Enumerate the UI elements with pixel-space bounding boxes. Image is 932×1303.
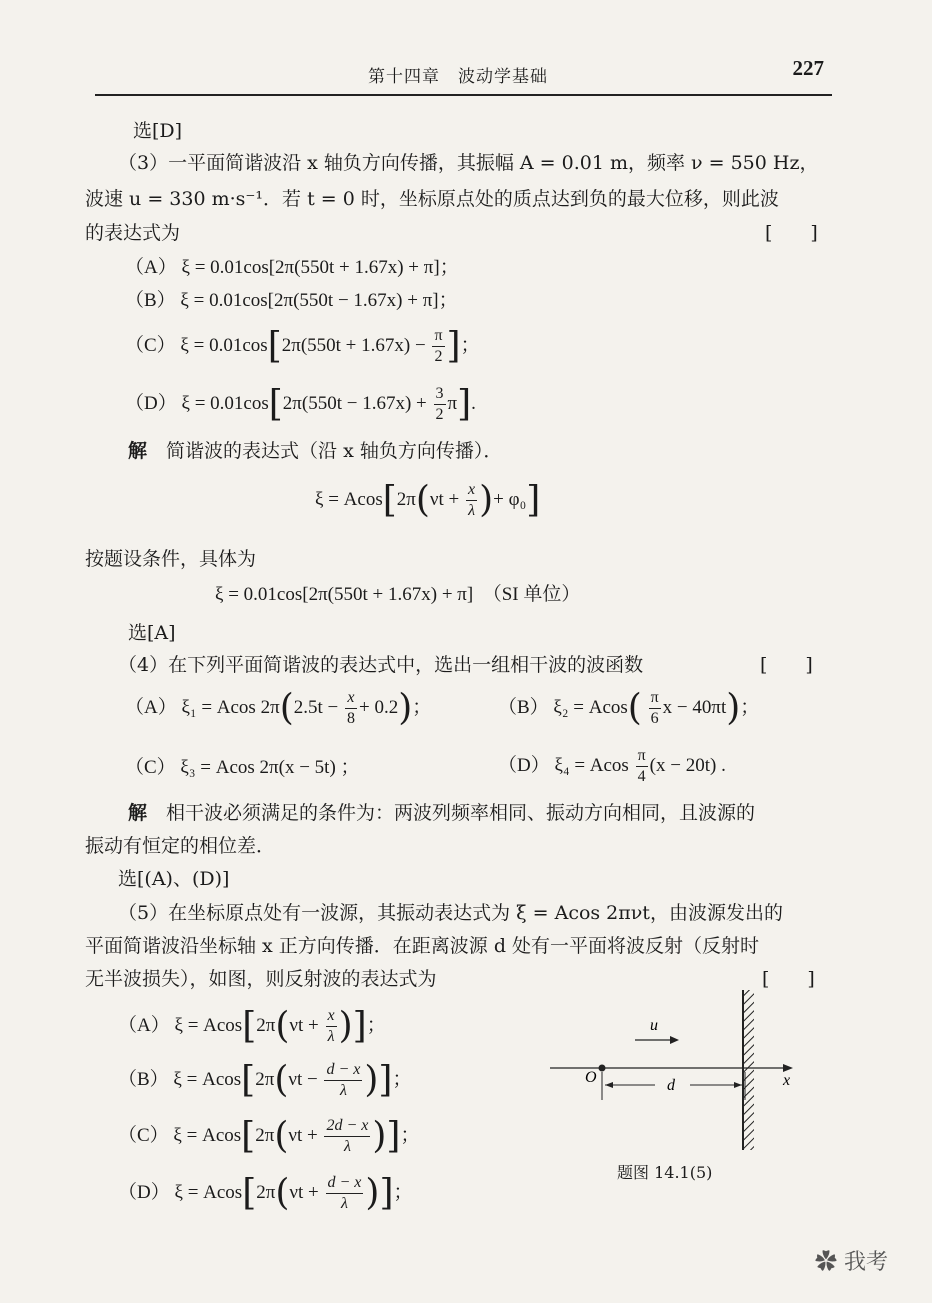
- formula-lhs: ξ = Acos: [315, 488, 383, 510]
- reflection-diagram: [545, 990, 815, 1180]
- two-pi: 2π: [255, 1068, 275, 1090]
- frac-den: λ: [339, 1082, 347, 1099]
- q4-option-a-tail: + 0.2: [358, 696, 399, 718]
- specific-formula: ξ = 0.01cos[2π(550t + 1.67x) + π] （SI 单位）: [215, 584, 581, 605]
- watermark: ✿ 我考: [815, 1250, 889, 1275]
- nu-t: νt +: [289, 1014, 319, 1036]
- q4-option-d-body: (x − 20t) .: [649, 754, 726, 776]
- frac-den: λ: [468, 502, 476, 519]
- chapter-title: [368, 62, 548, 87]
- frac-num: x: [345, 690, 357, 709]
- q4-option-d-prefix: （D） ξ₄ = Acos: [498, 754, 629, 776]
- two-pi: 2π: [256, 1014, 276, 1036]
- q5-prompt-1: （5）在坐标原点处有一波源，其振动表达式为 ξ = Acos 2πνt，由波源发出的: [118, 902, 783, 924]
- solution-label: 解: [128, 802, 148, 824]
- frac-num: x: [466, 482, 477, 501]
- q3-option-d-body: 2π(550t − 1.67x) +: [282, 392, 427, 414]
- general-wave-formula: ξ = Acos[2π(νt + $\frac{x}{\lambda}$ )+ φ₀]: [315, 479, 541, 521]
- q5-prompt-2: 平面简谐波沿坐标轴 x 正方向传播．在距离波源 d 处有一平面将波反射（反射时: [85, 935, 760, 957]
- q5-option-c-fraction: [324, 1118, 370, 1155]
- page-number: 227: [792, 56, 824, 80]
- q5-option-prefix: （C） ξ = Acos: [118, 1124, 242, 1146]
- frac-den: 4: [637, 768, 646, 785]
- q3-option-d-fraction: [434, 386, 446, 423]
- formula-phase: + φ₀: [493, 488, 527, 510]
- wall-hatching: [744, 990, 754, 1150]
- frac-num: π: [649, 690, 661, 709]
- frac-den: 6: [650, 710, 659, 727]
- q4-solution-1: [128, 800, 755, 826]
- q4-option-c: （C） ξ₃ = Acos 2π(x − 5t) ；: [125, 757, 360, 778]
- frac-num: x: [326, 1008, 337, 1027]
- q4-option-a: （A） ξ₁ = Acos 2π(2.5t − $\frac{x}{8}$ + 0.2)；: [125, 687, 432, 729]
- q4-option-a-prefix: （A） ξ₁ = Acos 2π: [125, 696, 280, 718]
- u-label: u: [650, 1017, 658, 1034]
- figure-caption: 题图 14.1(5): [617, 1163, 713, 1182]
- q4-prompt: （4）在下列平面简谐波的表达式中，选出一组相干波的波函数: [118, 654, 644, 676]
- two-pi: 2π: [255, 1124, 275, 1146]
- origin-point: [599, 1065, 606, 1072]
- q5-option-b: （B） ξ = Acos[2π(νt − $\frac{d - x}{\lambda}$ )]；: [118, 1059, 412, 1101]
- q4-option-d-fraction: [636, 748, 648, 785]
- frac-num: π: [636, 748, 648, 767]
- q5-option-d-fraction: [326, 1175, 364, 1212]
- chapter-number: 第十四章: [368, 67, 440, 87]
- nu-t: νt +: [288, 1124, 318, 1146]
- answer-q4: 选[(A)、(D)]: [118, 868, 230, 890]
- frac-den: 2: [435, 406, 444, 423]
- solution-text: 相干波必须满足的条件为：两波列频率相同、振动方向相同，且波源的: [166, 802, 756, 824]
- answer-q2: 选[D]: [133, 120, 183, 142]
- frac-den: λ: [327, 1028, 335, 1045]
- q5-answer-blank: [ ]: [762, 968, 815, 990]
- frac-num: d − x: [324, 1062, 362, 1081]
- frac-num: 2d − x: [324, 1118, 370, 1137]
- two-pi: 2π: [256, 1181, 276, 1203]
- q4-option-d: [498, 748, 726, 785]
- page-header: [95, 56, 832, 96]
- solution-text: 简谐波的表达式（沿 x 轴负方向传播）．: [166, 440, 503, 462]
- q3-option-c-fraction: [432, 328, 444, 365]
- q3-prompt-2: 波速 u = 330 m·s⁻¹．若 t = 0 时，坐标原点处的质点达到负的最大位移，则此波: [85, 188, 779, 210]
- nu-t: νt +: [289, 1181, 319, 1203]
- q4-option-b-body: x − 40πt: [662, 696, 727, 718]
- q4-option-b: （B） ξ₂ = Acos( $\frac{\pi}{6}$ x − 40πt)；: [498, 687, 760, 729]
- answer-q3: 选[A]: [128, 622, 176, 644]
- q4-option-a-body: 2.5t −: [293, 696, 339, 718]
- frac-num: d − x: [326, 1175, 364, 1194]
- q5-option-a: （A） ξ = Acos[2π(νt + $\frac{x}{\lambda}$ )]；: [118, 1005, 386, 1047]
- frac-den: 8: [346, 710, 355, 727]
- q4-answer-blank: [ ]: [760, 654, 813, 676]
- formula-2pi: 2π: [396, 488, 416, 510]
- frac-den: 2: [434, 348, 443, 365]
- formula-nut: νt +: [429, 488, 460, 510]
- origin-label: O: [585, 1069, 597, 1086]
- q3-option-b: （B） ξ = 0.01cos[2π(550t − 1.67x) + π]；: [125, 290, 458, 311]
- frac-num: 3: [434, 386, 446, 405]
- condition-text: 按题设条件，具体为: [85, 548, 257, 570]
- q5-option-b-fraction: [324, 1062, 362, 1099]
- q5-prompt-3: 无半波损失），如图，则反射波的表达式为: [85, 968, 437, 990]
- q3-prompt-1: （3）一平面简谐波沿 x 轴负方向传播，其振幅 A = 0.01 m，频率 ν = 550 Hz，: [118, 152, 819, 174]
- q4-option-a-fraction: [345, 690, 357, 727]
- q3-option-d: （D） ξ = 0.01cos[2π(550t − 1.67x) + $\frac{3}{2}$ π].: [125, 383, 476, 425]
- q5-option-prefix: （D） ξ = Acos: [118, 1181, 243, 1203]
- q3-option-c-body: 2π(550t + 1.67x) −: [281, 334, 426, 356]
- x-axis-arrowhead: [783, 1064, 793, 1072]
- q3-solution: [128, 438, 502, 464]
- q4-option-b-fraction: [649, 690, 661, 727]
- solution-label: 解: [128, 440, 148, 462]
- formula-fraction: [466, 482, 477, 519]
- q4-option-b-prefix: （B） ξ₂ = Acos: [498, 696, 628, 718]
- q5-option-prefix: （B） ξ = Acos: [118, 1068, 242, 1090]
- pi-symbol: π: [447, 392, 458, 414]
- q3-option-a: （A） ξ = 0.01cos[2π(550t + 1.67x) + π]；: [125, 257, 459, 278]
- d-label: d: [667, 1077, 675, 1094]
- q5-option-a-fraction: [326, 1008, 337, 1045]
- section-name: 波动学基础: [458, 67, 548, 87]
- q3-prompt-3: 的表达式为: [85, 222, 181, 244]
- frac-num: π: [432, 328, 444, 347]
- q3-answer-blank: [ ]: [765, 222, 818, 244]
- x-label: x: [783, 1072, 791, 1089]
- watermark-text: 我考: [844, 1250, 889, 1275]
- nu-t: νt −: [288, 1068, 318, 1090]
- frac-den: λ: [340, 1195, 348, 1212]
- q3-option-d-prefix: （D） ξ = 0.01cos: [125, 392, 269, 414]
- q4-solution-2: 振动有恒定的相位差．: [85, 835, 276, 857]
- q3-option-c: （C） ξ = 0.01cos[2π(550t + 1.67x) − $\frac{\pi}{2}$ ]；: [125, 325, 480, 367]
- q5-option-c: （C） ξ = Acos[2π(νt + $\frac{2d - x}{\lambda}$ )]；: [118, 1115, 420, 1157]
- q5-option-d: （D） ξ = Acos[2π(νt + $\frac{d - x}{\lambda}$ )]；: [118, 1172, 413, 1214]
- frac-den: λ: [343, 1138, 351, 1155]
- q5-option-prefix: （A） ξ = Acos: [118, 1014, 243, 1036]
- q3-option-c-prefix: （C） ξ = 0.01cos: [125, 334, 268, 356]
